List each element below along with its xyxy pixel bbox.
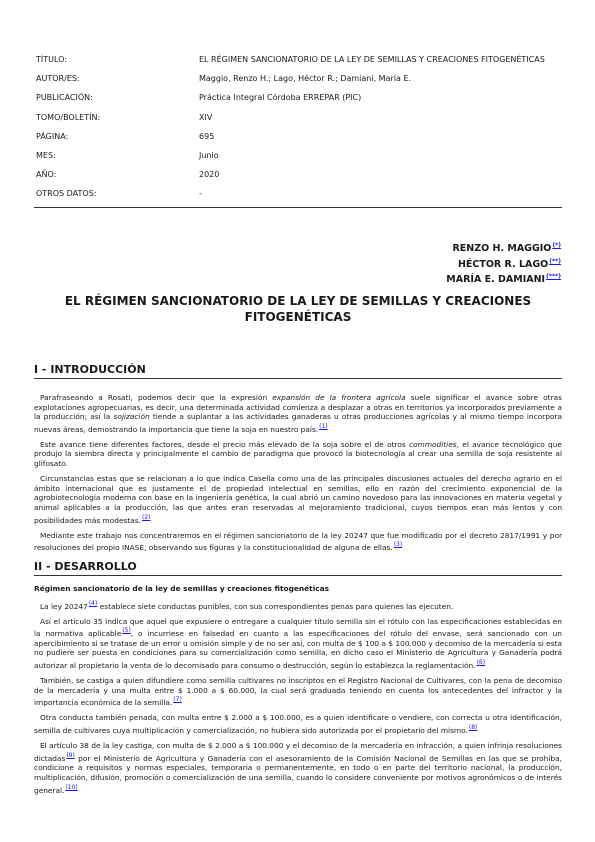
meta-row-month (36, 151, 560, 170)
meta-value: 695 (199, 131, 215, 141)
section-introduction (34, 363, 562, 558)
author-name: MARÍA E. DAMIANI (446, 274, 546, 285)
italic-text: expansión de la frontera agrícola (272, 393, 406, 402)
meta-label: PUBLICACIÓN: (36, 93, 93, 103)
footnote-link[interactable]: (7) (173, 696, 182, 704)
paragraph (34, 393, 562, 434)
italic-text: commodities (409, 439, 457, 449)
meta-label: TÍTULO: (36, 55, 68, 64)
paragraph (34, 531, 562, 553)
meta-value: XIV (199, 112, 213, 122)
footnote-link[interactable]: (5) (122, 627, 131, 635)
text-run: El artículo 38 de la ley castiga, con multa de $ 2.000 a $ 100.000 y el decomiso de la mercadería en infracción, a quien infrinja resoluciones dictadas (34, 741, 562, 763)
meta-value: - (199, 189, 202, 199)
paragraph (34, 617, 562, 671)
author-line (446, 240, 561, 256)
paragraph (34, 741, 562, 795)
meta-row-authors (36, 74, 560, 93)
section-development (34, 560, 562, 801)
text-run: establece siete conductas punibles, con sus correspondientes penas para quienes las ejecuten. (97, 601, 454, 611)
footnote-link[interactable]: (10) (65, 783, 78, 791)
meta-value: Práctica Integral Córdoba ERREPAR (PIC) (199, 93, 362, 103)
section-body (34, 584, 562, 795)
text-run: Este avance tiene diferentes factores, desde el precio más elevado de la soja sobre el de otros (40, 439, 410, 449)
paragraph (34, 676, 562, 708)
text-run: , el avance tecnológico que produjo la siembra directa y principalmente el cambio de paradigma que provocó la biotecnología al crear una semilla de soja resistente al glifosato. (34, 439, 562, 469)
text-run: Parafraseando a Rosati, podemos decir que la expresión (40, 393, 273, 402)
text-run: La ley 20247 (40, 601, 88, 611)
text-run: tiende a suplantar a las actividades ganaderas u otras producciones agrícolas y al mismo tiempo incorpora nuevas áreas, demostrando la importancia que tiene la soja en nuestro país. (34, 412, 562, 434)
meta-value: 2020 (199, 170, 220, 180)
author-list (446, 240, 561, 287)
meta-value: Junio (199, 150, 219, 160)
subheading: Régimen sancionatorio de la ley de semillas y creaciones fitogenéticas (34, 584, 330, 593)
author-name: RENZO H. MAGGIO (452, 243, 552, 254)
footnote-link[interactable]: (2) (142, 513, 151, 521)
meta-label: OTROS DATOS: (36, 189, 97, 199)
text-run: por el Ministerio de Agricultura y Ganadería con el asesoramiento de la Comisión Nacional de Semillas en las que se prohíba, condicione a requisitos y normas especiales, temporaria o permanentemente, en todo o en parte del territorio nacional, la producción, multiplicación, difusión, promoción o comercialización de una semilla, cuando lo considere conveniente por motivos agronómicos o de interés general. (34, 753, 562, 795)
section-heading: II - DESARROLLO (34, 560, 562, 576)
footnote-link[interactable]: (1) (319, 422, 328, 430)
meta-row-other (36, 189, 560, 208)
author-footnote-link[interactable]: (***) (546, 273, 561, 280)
meta-label: PÁGINA: (36, 131, 69, 141)
text-run: También, se castiga a quien difundiere como semilla cultivares no inscriptos en el Registro Nacional de Cultivares, con la pena de decomiso de la mercadería y una multa entre $ 1.000 a $ 60.000, la cual será graduada teniendo en cuenta los antecedentes del infractor y la importancia económica de la semilla. (34, 676, 562, 708)
meta-row-page (36, 132, 560, 151)
meta-label: AUTOR/ES: (36, 74, 80, 84)
section-heading: I - INTRODUCCIÓN (34, 363, 562, 379)
footnote-link[interactable]: (6) (476, 659, 486, 667)
divider (34, 207, 562, 208)
footnote-link[interactable]: (3) (393, 541, 403, 549)
article-title: EL RÉGIMEN SANCIONATORIO DE LA LEY DE SEMILLAS Y CREACIONES FITOGENÉTICAS (64, 294, 532, 324)
meta-row-volume (36, 113, 560, 132)
text-run: Circunstancias estas que se relacionan a lo que indica Casella como una de las principales discusiones actuales del derecho agrario en el ámbito internacional que es justamente el de propiedad intelectual en semillas, ello en razón del crecimiento exponencial de la agrobiotecnología moderna con base en la ingeniería genética, la cual abrió un camino novedoso para las innovaciones en materia vegetal y animal aplicables a la producción, las que antes eran reservadas al mejoramiento tradicional, cuyos tiempos eran más lentos y con posibilidades más modestas. (34, 474, 562, 525)
meta-label: AÑO: (36, 170, 57, 180)
paragraph (34, 440, 562, 469)
meta-row-title (36, 55, 560, 74)
footnote-link[interactable]: (9) (66, 751, 75, 759)
text-run: Mediante este trabajo nos concentraremos en el régimen sancionatorio de la ley 20247 que fue modificado por el decreto 2817/1991 y por resoluciones del propio INASE, observando sus figuras y la constitucionalidad de alguna de ellas. (34, 530, 562, 553)
paragraph (34, 474, 562, 525)
footnote-link[interactable]: (4) (88, 599, 98, 607)
meta-label: TOMO/BOLETÍN: (36, 112, 101, 122)
document-metadata (36, 55, 560, 209)
author-line (446, 256, 561, 272)
paragraph (34, 599, 562, 612)
text-run: Otra conducta también penada, con multa entre $ 2.000 a $ 100.000, es a quien identificare o vendiere, con correcta u otra identificación, semilla de cultivares cuya multiplicación y comercialización, no hubiera sido autorizada por el propietario del mismo. (34, 713, 562, 736)
footnote-link[interactable]: (8) (468, 724, 478, 732)
author-footnote-link[interactable]: (**) (549, 257, 561, 265)
meta-label: MES: (36, 150, 56, 160)
author-footnote-link[interactable]: (*) (552, 242, 561, 249)
text-run: suele significar el avance sobre otras explotaciones agropecuarias, es decir, una determinada actividad comienza a desplazar a otras en territorios ya incorporados previamente a la producción; así la (34, 393, 562, 422)
section-body (34, 393, 562, 553)
meta-value: Maggio, Renzo H.; Lago, Héctor R.; Damiani, María E. (199, 74, 412, 84)
italic-text: sojización (113, 412, 150, 422)
author-line (446, 271, 561, 287)
paragraph (34, 713, 562, 735)
meta-row-year (36, 170, 560, 189)
meta-value: EL RÉGIMEN SANCIONATORIO DE LA LEY DE SEMILLAS Y CREACIONES FITOGENÉTICAS (199, 55, 545, 64)
meta-row-publication (36, 93, 560, 112)
author-name: HÉCTOR R. LAGO (457, 258, 549, 270)
text-run: , o incurriese en falsedad en cuanto a las especificaciones del rótulo del envase, será sancionado con un apercibimiento si se tratase de un error u omisión simple y de no ser así, con multa de $ 100 a $ 100.000 y decomiso de la mercadería si esta no pudiere ser puesta en condiciones para su comercialización como semilla, en dicho caso el Ministerio de Agricultura y Ganadería podrá autorizar al propietario la venta de lo decomisado para consumo o destrucción, según lo establezca la reglamentación. (34, 629, 562, 671)
text-run: Así el artículo 35 indica que aquel que expusiere o entregare a cualquier título semilla sin el rótulo con las especificaciones establecidas en la normativa aplicable (34, 616, 562, 639)
